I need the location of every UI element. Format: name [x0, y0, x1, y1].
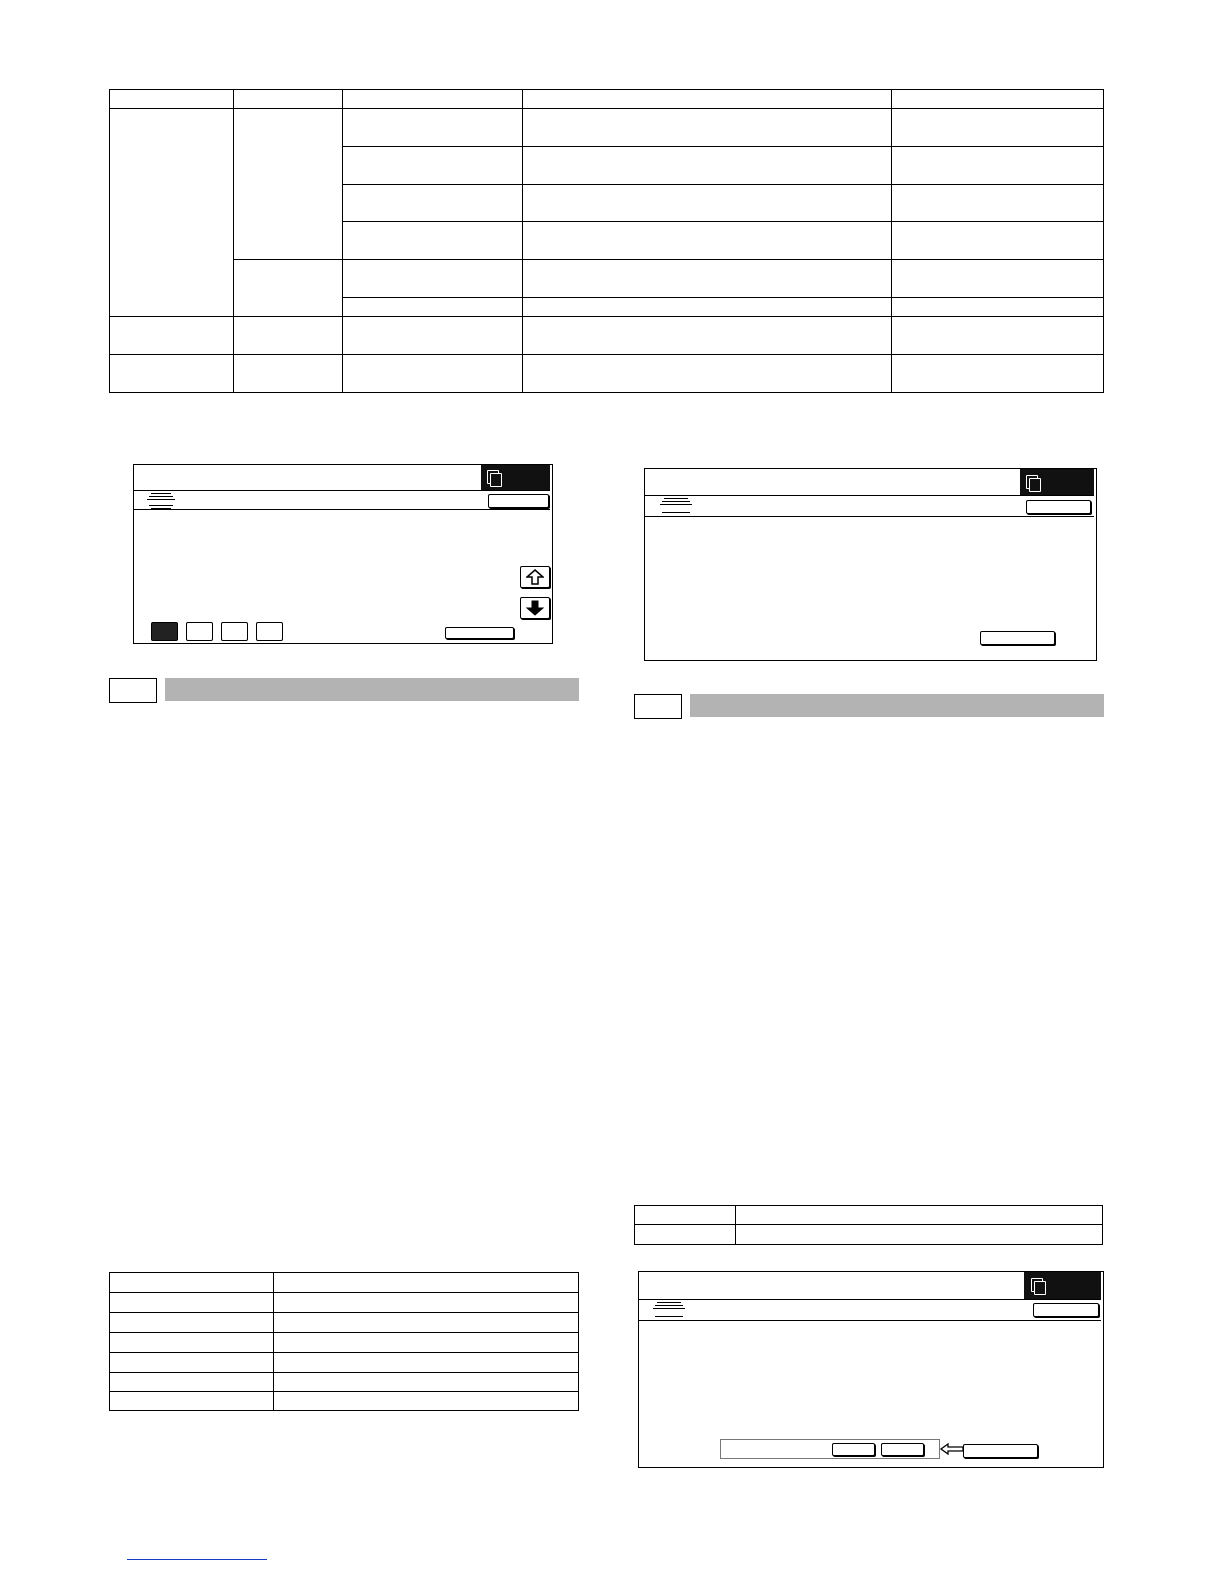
table-row-divider — [109, 316, 1104, 317]
menu-lines-icon — [660, 498, 692, 518]
table-row-divider — [634, 1224, 1103, 1225]
page-button-4[interactable] — [256, 622, 283, 641]
left-screen-header-divider — [134, 490, 550, 491]
table-col-divider — [233, 89, 234, 393]
table-header-divider — [109, 108, 1104, 109]
table-row-divider — [109, 1312, 579, 1313]
page-button-1[interactable] — [151, 622, 178, 641]
menu-lines-icon — [653, 1302, 685, 1322]
scroll-up-button[interactable] — [520, 566, 550, 588]
copy-icon-front — [1029, 478, 1041, 492]
table-row-divider — [342, 221, 1104, 222]
table-row-divider — [233, 259, 1104, 260]
left-screen-subheader-divider — [134, 509, 550, 510]
menu-lines-icon — [147, 493, 175, 508]
copy-icon-front — [490, 473, 502, 487]
increment-button[interactable] — [881, 1443, 924, 1456]
bottom-screen-header-divider — [639, 1299, 1101, 1300]
arrow-left-icon — [940, 1443, 964, 1455]
page-button-2[interactable] — [186, 622, 213, 641]
right-screen-subheader-divider — [645, 516, 1094, 517]
bottom-screen-close-button[interactable] — [1033, 1303, 1099, 1317]
description-table-border — [109, 89, 1104, 393]
left-screen-ok-button[interactable] — [445, 627, 514, 639]
decrement-button[interactable] — [832, 1443, 875, 1456]
right-section-label-box — [634, 694, 682, 719]
right-screen-mode-tab[interactable] — [1020, 469, 1094, 495]
table-row-divider — [342, 297, 1104, 298]
table-col-divider — [522, 89, 523, 393]
left-section-label-box — [109, 678, 157, 703]
bottom-screen-input-group — [720, 1439, 940, 1459]
table-col-divider — [342, 89, 343, 393]
scroll-down-button[interactable] — [520, 597, 550, 619]
arrow-down-icon — [526, 600, 544, 616]
bottom-screen-ok-button[interactable] — [963, 1444, 1038, 1458]
table-col-divider — [735, 1205, 736, 1245]
left-section-title-bar — [165, 678, 579, 701]
table-col-divider — [891, 89, 892, 393]
bottom-screen-subheader-divider — [639, 1320, 1101, 1321]
footer-link-underline — [127, 1559, 267, 1560]
arrow-up-icon — [526, 569, 544, 585]
right-setting-table-border — [634, 1205, 1103, 1245]
table-row-divider — [109, 1332, 579, 1333]
page-button-3[interactable] — [221, 622, 248, 641]
right-screen-close-button[interactable] — [1026, 500, 1091, 514]
table-row-divider — [109, 1292, 579, 1293]
right-section-title-bar — [690, 694, 1104, 717]
copy-icon-front — [1034, 1281, 1046, 1295]
table-row-divider — [109, 1372, 579, 1373]
table-row-divider — [342, 184, 1104, 185]
table-row-divider — [342, 146, 1104, 147]
right-screen-ok-button[interactable] — [980, 631, 1055, 645]
left-screen-mode-tab[interactable] — [481, 465, 550, 490]
bottom-screen-mode-tab[interactable] — [1024, 1272, 1101, 1299]
left-screen-close-button[interactable] — [488, 494, 549, 508]
right-screen-header-divider — [645, 495, 1094, 496]
table-row-divider — [109, 354, 1104, 355]
table-row-divider — [109, 1352, 579, 1353]
left-screen-frame — [133, 464, 553, 644]
table-row-divider — [109, 1391, 579, 1392]
